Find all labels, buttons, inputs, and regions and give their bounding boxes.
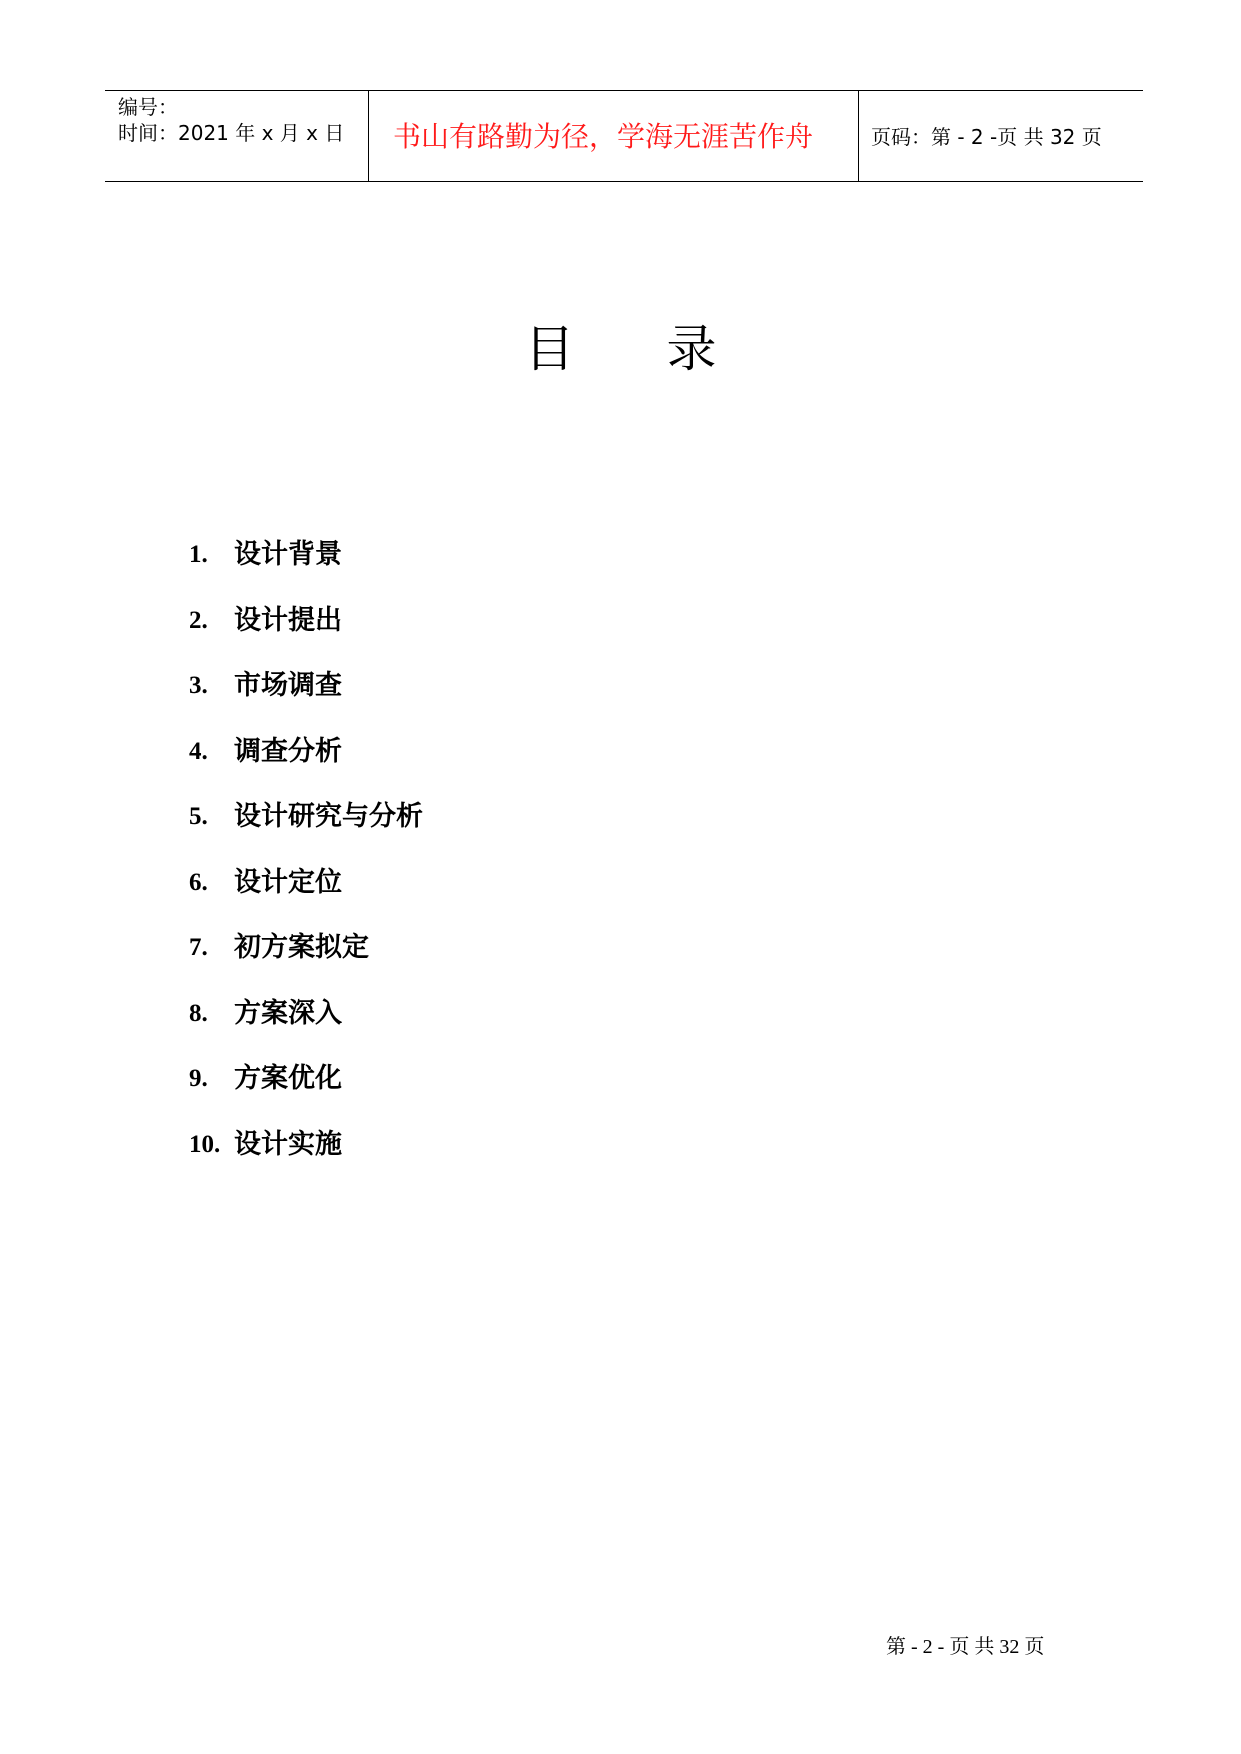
toc-item-number: 7. [189,934,208,961]
toc-item[interactable] [189,1123,423,1189]
toc-item[interactable] [189,926,423,992]
toc-item-number: 2. [189,606,208,634]
toc-item-label: 方案深入 [234,997,342,1029]
toc-item-number: 9. [189,1065,208,1092]
toc-item[interactable] [189,730,423,796]
header-page-number: 页码：第 - 2 -页 共 32 页 [871,125,1102,149]
document-time-label: 时间：2021 年 x 月 x 日 [118,121,345,145]
toc-item[interactable] [189,533,423,599]
toc-item-label: 初方案拟定 [234,932,369,963]
toc-item-number: 8. [189,999,208,1027]
header-info-cell [105,91,369,181]
toc-item[interactable] [189,1057,423,1123]
toc-item-label: 调查分析 [234,735,342,767]
page-title: 目录 [524,320,809,378]
toc-item-label: 设计实施 [234,1128,342,1160]
toc-item[interactable] [189,599,423,665]
table-of-contents [189,533,423,1188]
toc-item-label: 设计背景 [234,539,342,570]
header-motto: 书山有路勤为径，学海无涯苦作舟 [393,120,814,153]
document-number-label: 编号： [118,95,178,119]
toc-item-label: 设计定位 [234,866,342,898]
toc-item-number: 3. [189,672,208,699]
toc-item-number: 4. [189,737,208,765]
toc-item-number: 5. [189,803,208,830]
toc-item-label: 方案优化 [234,1063,342,1094]
toc-item[interactable] [189,992,423,1058]
toc-item-label: 设计提出 [234,604,342,636]
toc-item-label: 市场调查 [234,670,342,701]
page-header [105,90,1143,182]
header-page-cell [859,91,1143,181]
page-footer: 第 - 2 - 页 共 32 页 [886,1636,1045,1658]
toc-item[interactable] [189,861,423,927]
toc-item[interactable] [189,664,423,730]
toc-item-number: 1. [189,541,208,568]
toc-item-label: 设计研究与分析 [234,801,423,832]
header-motto-cell [369,91,859,181]
toc-item-number: 10. [189,1130,221,1158]
toc-item-number: 6. [189,868,208,896]
toc-item[interactable] [189,795,423,861]
